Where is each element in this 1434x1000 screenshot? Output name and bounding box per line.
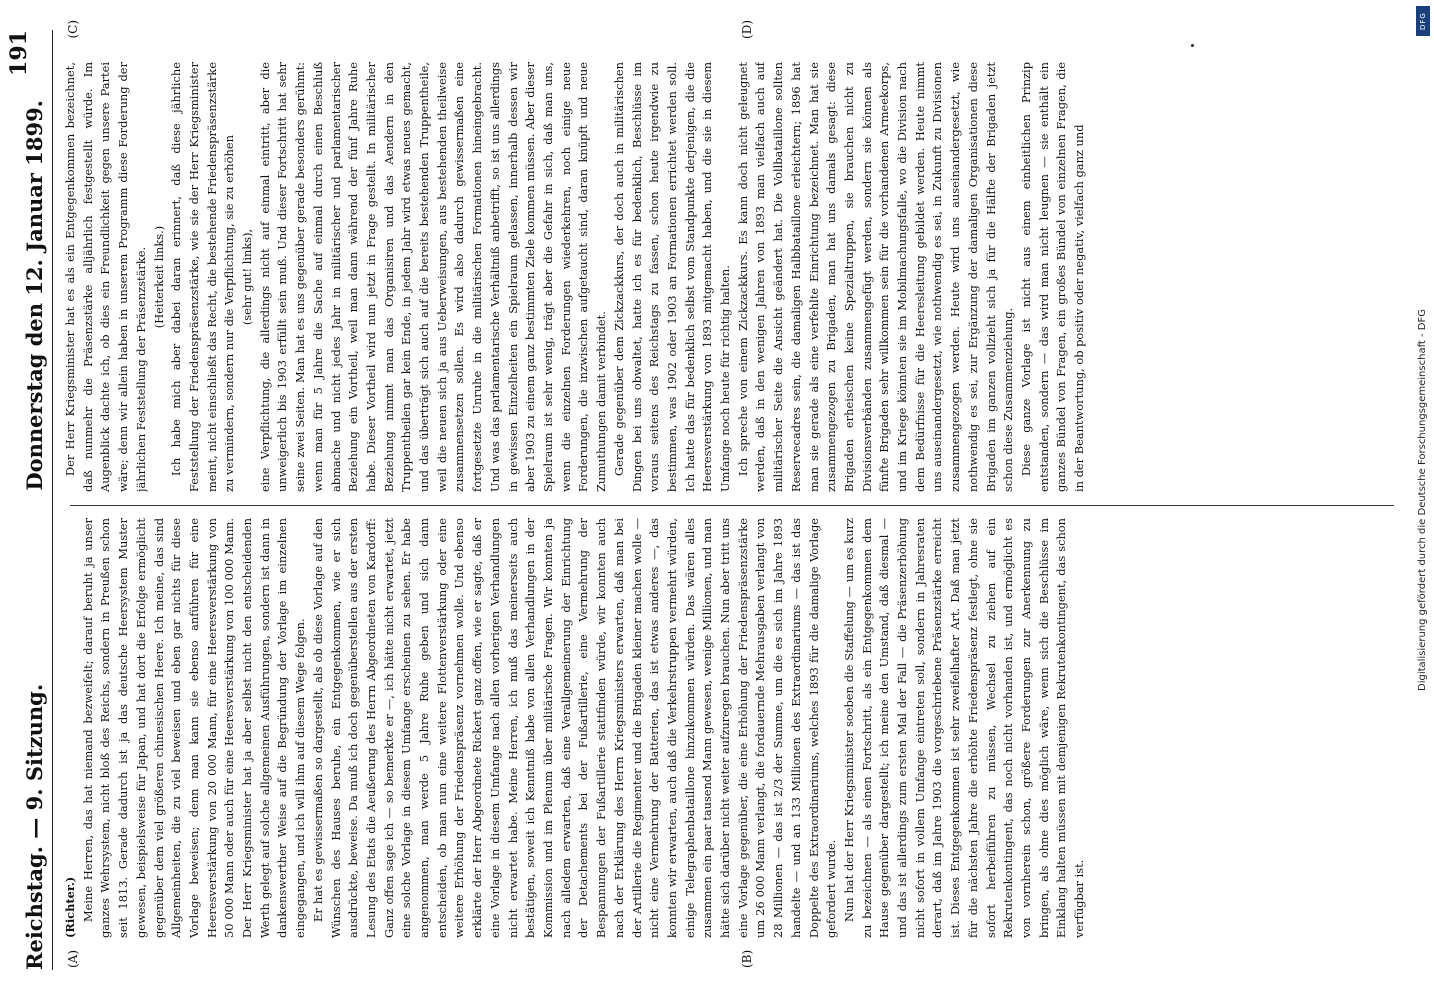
- speaker-label: (Richter.): [63, 876, 77, 938]
- page-number: 191: [6, 30, 32, 76]
- interjection-laughter: (Heiterkeit links.): [151, 225, 166, 329]
- right-paragraph-3: eine Verpflichtung, die allerdings nicht auf einmal eintritt, aber die unweigerlich bis 1903 erfüllt sein muß. Und dieser Fortschritt hat sehr seine zwei Seiten. Man hat es uns gegenüber gerade besonders gerühmt: wenn man für 5 Jahre die Sache auf einmal durch einen Beschluß abmache und nicht jedes Jahr in militärischer und parlamentarischer Beziehung ein Vortheil, weil man dann während der fünf Jahre Ruhe habe. Dieser Vortheil wird nun jetzt in Frage gestellt. In militärischer Beziehung nimmt man das Organisiren und das Aendern in den Truppentheilen gar kein Ende, in jedem Jahr wird etwas neues gemacht, und das überträgt sich auch auf die bereits bestehenden Truppentheile, weil die neuen sich ja aus Ueberweisungen, aus bestehenden theilweise zusammensetzen sollen. Es wird also dadurch gewissermaßen eine fortgesetzte Unruhe in die militärischen Formationen hineingebracht. Und was das parlamentarische Verhältniß anbetrifft, so ist uns allerdings in gewissen Einzelheiten ein Spielraum gelassen, innerhalb dessen wir aber 1903 zu einem ganz bestimmten Ziele kommen müssen. Aber dieser Spielraum ist sehr wenig, trägt aber die Gefahr in sich, daß man uns, wenn die einzelnen Forderungen wiederkehren, noch einige neue Forderungen, die inzwischen aufgetaucht sind, daran knüpft und neue Zumuthungen damit verbindet.: [257, 62, 609, 492]
- right-paragraph-4: Gerade gegenüber dem Zickzackkurs, der doch auch in militärischen Dingen bei uns obwaltet, hatte ich es für bedenklich, Beschlüsse im voraus seitens des Reichstags zu fassen, schon heute irgendwie zu bestimmen, was 1902 oder 1903 an Formationen errichtet werden soll. Ich hatte das für bedenklich selbst vom Standpunkte derjenigen, die die Heeresverstärkung von 1893 mitgemacht haben, und die sie in diesem Umfange noch heute für richtig halten.: [611, 62, 733, 492]
- running-head-left: Reichstag. — 9. Sitzung.: [22, 683, 47, 970]
- left-paragraph-2: Er hat es gewissermaßen so dargestellt, als ob diese Vorlage auf den Wünschen des Hauses beruhe, ein Entgegenkommen, wie er sich ausdrückte, beweise. Da muß ich doch gegenüberstellen aus der ersten Lesung des Etats die Aeußerung des Herrn Abgeordneten von Kardorff: Ganz offen sage ich — so bemerkte er —, ich hätte nicht erwartet, jetzt eine solche Vorlage in diesem Umfange erscheinen zu sehen. Er habe angenommen, man werde 5 Jahre Ruhe geben und sich dann entscheiden, ob man nun eine weitere Flottenverstärkung oder eine weitere Erhöhung der Friedenspräsenz vornehmen wolle. Und ebenso erklärte der Herr Abgeordnete Rickert ganz offen, wie er sagte, daß er eine Vorlage in diesem Umfange nach allen vorherigen Verhandlungen nicht erwartet habe. Meine Herren, ich muß das meinerseits auch bestätigen, soweit ich Kenntniß habe von allen Verhandlungen in der Kommission und im Plenum über militärische Fragen. Wir konnten ja nach alledem erwarten, daß eine Verallgemeinerung der Einrichtung der Detachements bei der Fußartillerie, eine Vermehrung der Bespannungen der Fußartillerie stattfinden würde, wir konnten auch nach der Erklärung des Herrn Kriegsministers erwarten, daß man bei der Artillerie die Regimenter und die Brigaden kleiner machen wolle — nicht eine Vermehrung der Batterien, das ist etwas anderes —, das konnten wir erwarten, auch daß die Verkehrstruppen vermehrt würden, einige Telegraphenbataillone hinzukommen würden. Das wären alles zusammen ein paar tausend Mann gewesen, wenige Millionen, und man hätte sich darüber nicht weiter aufzuregen brauchen. Nun aber tritt uns eine Vorlage gegenüber, die eine Erhöhung der Friedenspräsenzstärke um 26 000 Mann verlangt, die fordauernde Mehrausgaben verlangt von 28 Millionen — das ist 2/3 der Summe, um die es sich im Jahre 1893 handelte — und an 133 Millionen des Extraordinariums — das ist das Doppelte des Extraordinariums, welches 1893 für die damalige Vorlage gefordert wurde.: [310, 518, 839, 938]
- running-head: [18, 30, 53, 970]
- running-head-date: Donnerstag den 12. Januar 1899.: [22, 100, 47, 491]
- left-paragraph-1: Meine Herren, das hat niemand bezweifelt; darauf beruht ja unser ganzes Wehrsystem, nicht bloß des Reichs, sondern in Preußen schon seit 1813. Gerade dadurch ist ja das deutsche Heersystem Muster gewesen, beispielsweise für Japan, und hat dort die Erfolge ermöglicht gegenüber dem viel größeren chinesischen Heere. Ich meine, das sind Allgemeinheiten, die zu viel beweisen und eben gar nichts für diese Vorlage beweisen; denn man kann sie ebenso anführen für eine Heeresverstärkung von 20 000 Mann, für eine Heeresverstärkung von 50 000 Mann oder auch für eine Heeresverstärkung von 100 000 Mann. Der Herr Kriegsminister hat ja aber selbst nicht den entscheidenden Werth gelegt auf solche allgemeinen Ausführungen, sondern ist dann in dankenswerther Weise auf die Begründung der Vorlage im einzelnen eingegangen, und ich will ihm auf diesem Wege folgen.: [80, 518, 308, 938]
- dfg-logo: DFG: [1416, 6, 1430, 36]
- margin-mark-c: (C): [66, 20, 80, 39]
- right-column: [62, 62, 1398, 492]
- margin-mark-d: (D): [740, 20, 754, 39]
- digitization-notice: Digitalisierung gefördert durch die Deutsche Forschungsgemeinschaft - DFG: [1417, 308, 1428, 692]
- right-paragraph-1: Der Herr Kriegsminister hat es als ein Entgegenkommen bezeichnet, daß nunmehr die Präsenzstärke alljährlich festgestellt würde. Im Augenblick dachte ich, ob dies ein Freundlichkeit gegen unsere Partei wäre; denn wir allein haben in unserem Programm diese Forderung der jährlichen Feststellung der Präsenzstärke.: [63, 62, 148, 492]
- right-paragraph-5: Ich spreche von einem Zickzackkurs. Es kann doch nicht geleugnet werden, daß in den wenigen Jahren von 1893 man vielfach auch auf militärischer Seite die Ansicht geändert hat. Die Vollbataillone sollten Reservecadres sein, die damaligen Halbbataillone erleichtern; 1896 hat man sie gerade als eine verfehlte Einrichtung bezeichnet. Man hat sie zusammengezogen zu Brigaden, man hat uns damals gesagt: diese Brigaden erheischen keine Spezialtruppen, sie brauchen nicht zu Divisionsverbänden zusammengefügt werden, sondern sie können als fünfte Brigaden sehr willkommen sein für die vorhandenen Armeekorps, und im Kriege könnten sie im Mobilmachungsfalle, wo die Division nach dem Bedürfnisse für die Heeresleitung gebildet werden. Heute nimmt uns auseinandergesetzt, wie nothwendig es sei, in Zukunft zu Divisionen zusammengezogen werden. Heute wird uns auseinandergesetzt, wie nothwendig es sei, zur Ergänzung der damaligen Organisationen diese Brigaden im ganzen vollzieht sich ja für die Hälfte der Brigaden jetzt schon diese Zusammenziehung.: [735, 62, 1016, 492]
- right-paragraph-6: Diese ganze Vorlage ist nicht aus einem einheitlichen Prinzip entstanden, sondern — das wird man nicht leugnen — sie enthält ein ganzes Bündel von Fragen, ein großes Bündel von einzelnen Fragen, die in der Beantwortung, ob positiv oder negativ, vielfach ganz und: [1018, 62, 1087, 492]
- left-paragraph-3: Nun hat der Herr Kriegsminister soeben die Staffelung — um es kurz zu bezeichnen — als einen Fortschritt, als ein Entgegenkommen dem Hause gegenüber dargestellt; ich meine den Umstand, daß diesmal — und das ist allerdings zum ersten Mal der Fall — die Präsenzerhöhung nicht sofort in vollem Umfange eintreten soll, sondern in Jahresraten derart, daß im Jahre 1903 die vorgeschriebene Präsenzstärke erreicht ist. Dieses Entgegenkommen ist sehr zweifelhafter Art. Daß man jetzt für die nächsten Jahre die erhöhte Friedenspräsenz festlegt, ohne sie sofort herbeiführen zu müssen, Wechsel zu ziehen auf ein Rekrutenkontingent, das noch nicht vorhanden ist, und ermöglicht es von vornherein schon, größere Forderungen zur Anerkennung zu bringen, als ohne dies möglich wäre, wenn sich die Beschlüsse im Einklang halten müssen mit demjenigen Rekrutenkontingent, das schon verfügbar ist.: [841, 518, 1087, 938]
- margin-mark-b: (B): [740, 949, 754, 968]
- interjection-very-good: (sehr gut! links),: [240, 228, 255, 326]
- margin-mark-a: (A): [66, 949, 80, 968]
- scan-speck: [1191, 44, 1194, 47]
- column-divider: [70, 505, 1394, 506]
- right-paragraph-2: Ich habe mich aber dabei daran erinnert, daß diese jährliche Feststellung der Friedenspräsenzstärke, wie sie der Herr Kriegsminister meint, nicht einschließt das Recht, die bestehende Friedenspräsenzstärke zu vermindern, sondern nur die Verpflichtung, sie zu erhöhen: [169, 62, 237, 492]
- left-column: [62, 518, 1398, 938]
